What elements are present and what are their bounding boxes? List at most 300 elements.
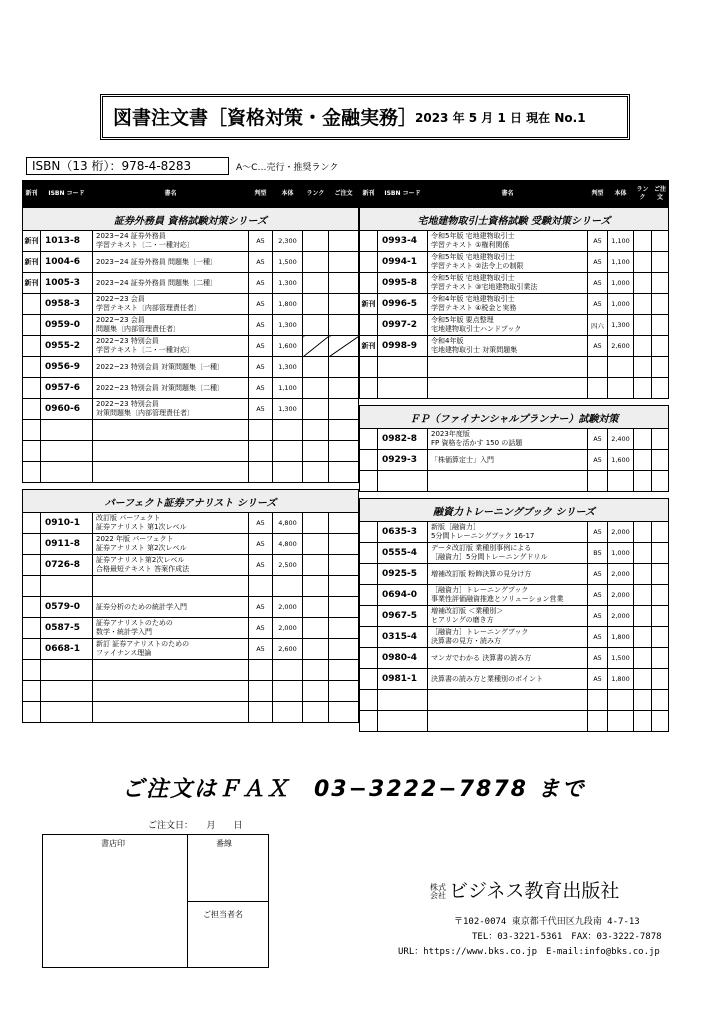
book-format: A5 bbox=[588, 627, 608, 648]
section-header-row bbox=[23, 490, 359, 513]
new-badge: 新刊 bbox=[23, 231, 41, 252]
blank-row bbox=[360, 471, 669, 492]
rank-cell bbox=[634, 450, 652, 471]
blank-cell bbox=[23, 462, 41, 483]
book-price: 1,300 bbox=[273, 399, 303, 420]
order-quantity-cell[interactable] bbox=[652, 522, 669, 543]
order-quantity-cell[interactable] bbox=[329, 252, 359, 273]
book-format: A5 bbox=[249, 399, 273, 420]
order-quantity-cell[interactable] bbox=[652, 585, 669, 606]
book-title-line: 2022~23 会員 bbox=[96, 295, 145, 303]
book-title bbox=[428, 543, 588, 564]
isbn-code: 0993-4 bbox=[378, 231, 428, 252]
order-quantity-cell[interactable] bbox=[652, 564, 669, 585]
order-quantity-cell[interactable] bbox=[329, 513, 359, 534]
book-price: 2,000 bbox=[608, 585, 634, 606]
rank-cell bbox=[634, 564, 652, 585]
isbn-code: 0694-0 bbox=[378, 585, 428, 606]
rank-cell bbox=[634, 585, 652, 606]
book-price: 1,100 bbox=[273, 378, 303, 399]
isbn-code: 1004-6 bbox=[41, 252, 93, 273]
book-format: A5 bbox=[588, 450, 608, 471]
book-title bbox=[428, 627, 588, 648]
isbn-code: 0981-1 bbox=[378, 669, 428, 690]
shop-stamp-label: 書店印 bbox=[101, 839, 125, 848]
rank-cell bbox=[303, 618, 329, 639]
order-quantity-cell[interactable] bbox=[652, 606, 669, 627]
order-quantity-cell[interactable] bbox=[329, 399, 359, 420]
rank-cell bbox=[303, 399, 329, 420]
book-title bbox=[93, 597, 249, 618]
order-quantity-cell[interactable] bbox=[329, 681, 359, 702]
shop-stamp-area[interactable] bbox=[43, 835, 188, 967]
book-price: 2,500 bbox=[273, 555, 303, 576]
blank-cell bbox=[378, 471, 428, 492]
book-price: 1,300 bbox=[608, 315, 634, 336]
book-title bbox=[428, 273, 588, 294]
blank-row bbox=[23, 420, 359, 441]
order-quantity-cell[interactable] bbox=[652, 627, 669, 648]
order-quantity-cell[interactable] bbox=[329, 618, 359, 639]
blank-cell bbox=[23, 441, 41, 462]
blank-cell bbox=[23, 681, 41, 702]
blank-cell bbox=[303, 441, 329, 462]
section-title: ＦＰ（ファイナンシャルプランナー）試験対策 bbox=[360, 406, 669, 429]
rank-cell bbox=[303, 294, 329, 315]
isbn-code: 0925-5 bbox=[378, 564, 428, 585]
order-quantity-cell[interactable] bbox=[652, 648, 669, 669]
rank-cell bbox=[303, 513, 329, 534]
isbn-code: 0997-2 bbox=[378, 315, 428, 336]
order-quantity-cell[interactable] bbox=[652, 231, 669, 252]
company-label: ビジネス教育出版社 bbox=[449, 880, 620, 902]
blank-cell bbox=[249, 702, 273, 723]
book-price: 2,300 bbox=[273, 231, 303, 252]
order-quantity-cell[interactable] bbox=[652, 252, 669, 273]
book-title-line: 数学・統計学入門 bbox=[96, 628, 152, 636]
new-badge bbox=[360, 627, 378, 648]
column-header-price: 本体 bbox=[273, 181, 303, 208]
rank-cell bbox=[303, 639, 329, 660]
order-quantity-cell[interactable] bbox=[329, 639, 359, 660]
column-header-order: ご注文 bbox=[652, 181, 669, 208]
blank-row bbox=[23, 462, 359, 483]
company-tel-fax: TEL：03-3221-5361 FAX：03-3222-7878 bbox=[472, 932, 662, 942]
section-title: 宅地建物取引士資格試験 受験対策シリーズ bbox=[360, 208, 669, 231]
book-row bbox=[360, 252, 669, 273]
order-quantity-cell[interactable] bbox=[329, 597, 359, 618]
book-row bbox=[360, 543, 669, 564]
book-price: 1,100 bbox=[608, 252, 634, 273]
order-quantity-cell[interactable] bbox=[329, 576, 359, 597]
blank-cell bbox=[303, 420, 329, 441]
book-title-line: 増補改訂版 粉飾決算の見分け方 bbox=[431, 569, 532, 578]
book-title-line: 令和5年版 宅地建物取引士 bbox=[431, 274, 515, 282]
rank-cell bbox=[303, 273, 329, 294]
book-row bbox=[23, 513, 359, 534]
rank-note: A〜C…売行・推奨ランク bbox=[236, 163, 339, 173]
new-badge bbox=[23, 534, 41, 555]
blank-cell bbox=[249, 441, 273, 462]
section-header-row bbox=[360, 406, 669, 429]
rank-cell bbox=[303, 336, 329, 357]
book-format: A5 bbox=[588, 585, 608, 606]
rank-cell bbox=[303, 231, 329, 252]
book-title bbox=[428, 231, 588, 252]
book-title-line: 証券アナリスト 第2次レベル bbox=[96, 544, 187, 552]
new-badge bbox=[23, 639, 41, 660]
book-title-line: 改訂版 パーフェクト bbox=[96, 514, 161, 522]
right-order-table bbox=[359, 180, 669, 732]
book-price: 2,000 bbox=[273, 618, 303, 639]
book-title-line: 「株価算定士」入門 bbox=[431, 455, 494, 464]
blank-cell bbox=[41, 441, 93, 462]
book-title-line: 事業性評価融資推進とソリューション営業 bbox=[431, 595, 564, 603]
book-title bbox=[93, 273, 249, 294]
isbn-code: 0958-3 bbox=[41, 294, 93, 315]
book-title bbox=[428, 564, 588, 585]
book-row bbox=[23, 576, 359, 597]
book-format: A5 bbox=[249, 336, 273, 357]
isbn-code: 0910-1 bbox=[41, 513, 93, 534]
order-quantity-cell[interactable] bbox=[652, 336, 669, 357]
column-header-isbn: ISBN コード bbox=[378, 181, 428, 208]
book-title-line: ヒアリングの磨き方 bbox=[431, 616, 494, 624]
order-quantity-cell[interactable] bbox=[652, 669, 669, 690]
book-price: 4,800 bbox=[273, 513, 303, 534]
new-badge bbox=[360, 585, 378, 606]
book-title bbox=[93, 555, 249, 576]
blank-cell bbox=[588, 711, 608, 732]
rank-cell bbox=[634, 252, 652, 273]
blank-cell bbox=[588, 378, 608, 399]
book-row bbox=[23, 357, 359, 378]
blank-cell bbox=[41, 681, 93, 702]
book-title-line: 令和4年版 bbox=[431, 337, 464, 345]
book-price: 2,400 bbox=[608, 429, 634, 450]
blank-cell bbox=[428, 711, 588, 732]
blank-cell bbox=[378, 711, 428, 732]
rank-cell bbox=[634, 648, 652, 669]
new-badge bbox=[360, 252, 378, 273]
blank-cell bbox=[93, 702, 249, 723]
new-badge bbox=[360, 429, 378, 450]
book-format: A5 bbox=[249, 555, 273, 576]
blank-cell bbox=[303, 660, 329, 681]
order-quantity-cell[interactable] bbox=[329, 441, 359, 462]
order-quantity-cell[interactable] bbox=[652, 357, 669, 378]
blank-cell bbox=[634, 378, 652, 399]
blank-cell bbox=[634, 471, 652, 492]
blank-cell bbox=[634, 711, 652, 732]
rank-cell bbox=[634, 336, 652, 357]
order-quantity-cell[interactable] bbox=[329, 555, 359, 576]
order-quantity-cell[interactable] bbox=[329, 231, 359, 252]
order-quantity-cell[interactable] bbox=[652, 471, 669, 492]
book-title bbox=[93, 231, 249, 252]
book-title-line: 学習テキスト ②法令上の制限 bbox=[431, 262, 524, 270]
column-header-title: 書名 bbox=[93, 181, 249, 208]
book-title-line: 増補改訂版 ＜業種別＞ bbox=[431, 607, 504, 615]
document-date: 2023 年 5 月 1 日 現在 No.1 bbox=[415, 111, 586, 125]
book-row bbox=[360, 231, 669, 252]
book-format: A5 bbox=[249, 273, 273, 294]
book-title bbox=[93, 357, 249, 378]
column-header-rank: ランク bbox=[303, 181, 329, 208]
book-format: A5 bbox=[249, 597, 273, 618]
blank-cell bbox=[303, 702, 329, 723]
rank-cell bbox=[303, 315, 329, 336]
order-quantity-cell[interactable] bbox=[652, 690, 669, 711]
left-order-table bbox=[22, 180, 359, 723]
blank-cell bbox=[23, 420, 41, 441]
order-quantity-cell[interactable] bbox=[652, 450, 669, 471]
book-format: A5 bbox=[588, 669, 608, 690]
book-title-line: 2022~23 特別会員 bbox=[96, 400, 159, 408]
isbn-code: 0956-9 bbox=[41, 357, 93, 378]
order-quantity-cell[interactable] bbox=[329, 315, 359, 336]
book-price: 2,000 bbox=[608, 606, 634, 627]
new-badge bbox=[23, 315, 41, 336]
book-format: A5 bbox=[249, 378, 273, 399]
book-title-line: 宅地建物取引士ハンドブック bbox=[431, 325, 522, 333]
order-quantity-cell[interactable] bbox=[329, 660, 359, 681]
blank-cell bbox=[378, 357, 428, 378]
book-title-line: ［融資力］トレーニングブック bbox=[431, 628, 529, 636]
book-title bbox=[428, 336, 588, 357]
order-quantity-cell[interactable] bbox=[652, 378, 669, 399]
rank-cell bbox=[634, 669, 652, 690]
new-badge bbox=[360, 522, 378, 543]
new-badge: 新刊 bbox=[360, 336, 378, 357]
order-quantity-cell[interactable] bbox=[329, 336, 359, 357]
blank-cell bbox=[93, 681, 249, 702]
order-quantity-cell[interactable] bbox=[329, 462, 359, 483]
book-title-line: 2022~23 特別会員 対策問題集〔二種〕 bbox=[96, 383, 225, 392]
column-header-new: 新刊 bbox=[360, 181, 378, 208]
book-row bbox=[23, 639, 359, 660]
column-header-row bbox=[23, 181, 359, 208]
blank-cell bbox=[273, 441, 303, 462]
order-quantity-cell[interactable] bbox=[329, 702, 359, 723]
book-price bbox=[273, 576, 303, 597]
new-badge bbox=[23, 336, 41, 357]
book-price: 1,600 bbox=[273, 336, 303, 357]
book-title-line: 2022~23 会員 bbox=[96, 316, 145, 324]
code-area[interactable] bbox=[188, 835, 268, 902]
blank-row bbox=[360, 690, 669, 711]
blank-cell bbox=[303, 681, 329, 702]
new-badge bbox=[360, 564, 378, 585]
column-header-rank: ランク bbox=[634, 181, 652, 208]
book-price: 1,800 bbox=[608, 669, 634, 690]
rank-cell bbox=[303, 357, 329, 378]
isbn-code: 0911-8 bbox=[41, 534, 93, 555]
isbn-code: 0996-5 bbox=[378, 294, 428, 315]
book-price: 2,000 bbox=[273, 597, 303, 618]
book-format: A5 bbox=[249, 534, 273, 555]
blank-row bbox=[360, 711, 669, 732]
new-badge bbox=[23, 378, 41, 399]
book-row bbox=[23, 597, 359, 618]
book-row bbox=[23, 231, 359, 252]
book-row bbox=[23, 399, 359, 420]
book-title-line: 2023~24 証券外務員 bbox=[96, 232, 166, 240]
rank-cell bbox=[303, 576, 329, 597]
book-title-line: データ改訂版 業種別事例による bbox=[431, 544, 532, 552]
isbn-code: 0982-8 bbox=[378, 429, 428, 450]
order-quantity-cell[interactable] bbox=[652, 315, 669, 336]
blank-cell bbox=[360, 690, 378, 711]
new-badge bbox=[360, 669, 378, 690]
blank-cell bbox=[41, 462, 93, 483]
new-badge bbox=[360, 231, 378, 252]
section-gap bbox=[360, 399, 669, 406]
new-badge bbox=[23, 597, 41, 618]
book-title bbox=[93, 399, 249, 420]
blank-cell bbox=[93, 462, 249, 483]
order-quantity-cell[interactable] bbox=[652, 543, 669, 564]
isbn-code: 0587-5 bbox=[41, 618, 93, 639]
rank-cell bbox=[634, 429, 652, 450]
blank-cell bbox=[249, 681, 273, 702]
contact-label: ご担当者名 bbox=[203, 910, 243, 919]
book-row bbox=[23, 273, 359, 294]
book-price: 1,000 bbox=[608, 543, 634, 564]
book-title-line: 2023~24 証券外務員 問題集〔二種〕 bbox=[96, 278, 218, 287]
book-row bbox=[23, 618, 359, 639]
rank-cell bbox=[634, 522, 652, 543]
blank-cell bbox=[249, 660, 273, 681]
book-row bbox=[23, 336, 359, 357]
book-title-line: 対策問題集〔内部管理責任者〕 bbox=[96, 409, 194, 417]
section-title: パーフェクト証券アナリスト シリーズ bbox=[23, 490, 359, 513]
book-title-line: 2022~23 特別会員 bbox=[96, 337, 159, 345]
book-format: A5 bbox=[588, 429, 608, 450]
title-box bbox=[100, 94, 630, 140]
company-address: 〒102-0074 東京都千代田区九段南 4-7-13 bbox=[454, 917, 640, 927]
book-row bbox=[23, 555, 359, 576]
book-title-line: ［融資力］トレーニングブック bbox=[431, 586, 529, 594]
blank-cell bbox=[608, 471, 634, 492]
blank-cell bbox=[273, 702, 303, 723]
order-quantity-cell[interactable] bbox=[329, 534, 359, 555]
fax-order-line: ご注文はＦＡＸ 03−3222−7878 まで bbox=[122, 777, 586, 802]
column-header-format: 判型 bbox=[249, 181, 273, 208]
rank-cell bbox=[634, 273, 652, 294]
isbn-code: 0994-1 bbox=[378, 252, 428, 273]
blank-cell bbox=[608, 711, 634, 732]
rank-cell bbox=[634, 294, 652, 315]
isbn-prefix: ISBN（13 桁）：978-4-8283 bbox=[26, 157, 229, 175]
book-title bbox=[93, 315, 249, 336]
order-quantity-cell[interactable] bbox=[329, 378, 359, 399]
order-quantity-cell[interactable] bbox=[329, 294, 359, 315]
new-badge bbox=[23, 618, 41, 639]
book-price: 1,000 bbox=[608, 294, 634, 315]
book-title bbox=[428, 522, 588, 543]
book-title-line: 学習テキスト〔二・一種対応〕 bbox=[96, 346, 194, 354]
new-badge bbox=[23, 513, 41, 534]
book-row bbox=[360, 585, 669, 606]
rank-cell bbox=[634, 315, 652, 336]
column-header-row bbox=[360, 181, 669, 208]
book-title-line: 決算書の見方・読み方 bbox=[431, 637, 501, 645]
isbn-code: 0726-8 bbox=[41, 555, 93, 576]
book-title-line: 学習テキスト〔内部管理責任者〕 bbox=[96, 304, 201, 312]
blank-cell bbox=[93, 660, 249, 681]
book-row bbox=[360, 315, 669, 336]
column-header-price: 本体 bbox=[608, 181, 634, 208]
rank-cell bbox=[634, 231, 652, 252]
isbn-code: 0960-6 bbox=[41, 399, 93, 420]
book-title-line: 学習テキスト ①権利関係 bbox=[431, 241, 510, 249]
book-title-line: 新版［融資力］ bbox=[431, 523, 480, 531]
order-quantity-cell[interactable] bbox=[652, 429, 669, 450]
book-row bbox=[360, 522, 669, 543]
book-format: A5 bbox=[249, 639, 273, 660]
book-row bbox=[360, 336, 669, 357]
isbn-code: 1005-3 bbox=[41, 273, 93, 294]
book-title bbox=[93, 618, 249, 639]
book-row bbox=[23, 378, 359, 399]
isbn-code: 0555-4 bbox=[378, 543, 428, 564]
book-price: 1,300 bbox=[273, 357, 303, 378]
rank-cell bbox=[303, 378, 329, 399]
order-quantity-cell[interactable] bbox=[652, 294, 669, 315]
book-row bbox=[360, 564, 669, 585]
isbn-code: 0959-0 bbox=[41, 315, 93, 336]
section-gap bbox=[23, 483, 359, 490]
book-format: A5 bbox=[249, 231, 273, 252]
book-title-line: 令和4年版 宅地建物取引士 bbox=[431, 295, 515, 303]
book-format: 四六 bbox=[588, 315, 608, 336]
new-badge: 新刊 bbox=[23, 273, 41, 294]
book-format: A5 bbox=[588, 522, 608, 543]
book-row bbox=[360, 273, 669, 294]
book-format: A5 bbox=[249, 618, 273, 639]
company-url: URL：https://www.bks.co.jp E-mail:info@bks.co.jp bbox=[398, 947, 660, 957]
order-quantity-cell[interactable] bbox=[652, 711, 669, 732]
isbn-code: 1013-8 bbox=[41, 231, 93, 252]
book-title-line: 証券アナリスト第2次レベル bbox=[96, 556, 185, 564]
book-title-line: 決算書の読み方と業種別のポイント bbox=[431, 674, 543, 683]
company-prefix: 株式会社 bbox=[430, 882, 446, 900]
book-title bbox=[428, 252, 588, 273]
book-format: A5 bbox=[588, 336, 608, 357]
book-title bbox=[93, 252, 249, 273]
book-title-line: FP 資格を活かす 150 の話題 bbox=[431, 439, 523, 447]
order-quantity-cell[interactable] bbox=[652, 273, 669, 294]
order-quantity-cell[interactable] bbox=[329, 420, 359, 441]
book-row bbox=[23, 252, 359, 273]
book-title-line: ［融資力］5分間トレーニングドリル bbox=[431, 553, 548, 561]
blank-cell bbox=[428, 357, 588, 378]
book-price: 1,500 bbox=[273, 252, 303, 273]
order-quantity-cell[interactable] bbox=[329, 357, 359, 378]
rank-cell bbox=[303, 555, 329, 576]
order-quantity-cell[interactable] bbox=[329, 273, 359, 294]
section-gap bbox=[360, 492, 669, 499]
blank-cell bbox=[93, 420, 249, 441]
isbn-code: 0579-0 bbox=[41, 597, 93, 618]
book-title bbox=[428, 294, 588, 315]
book-format: A5 bbox=[249, 252, 273, 273]
book-price: 4,800 bbox=[273, 534, 303, 555]
book-title-line: 令和5年版 要点整理 bbox=[431, 316, 494, 324]
blank-row bbox=[23, 681, 359, 702]
book-title-line: 令和5年版 宅地建物取引士 bbox=[431, 253, 515, 261]
